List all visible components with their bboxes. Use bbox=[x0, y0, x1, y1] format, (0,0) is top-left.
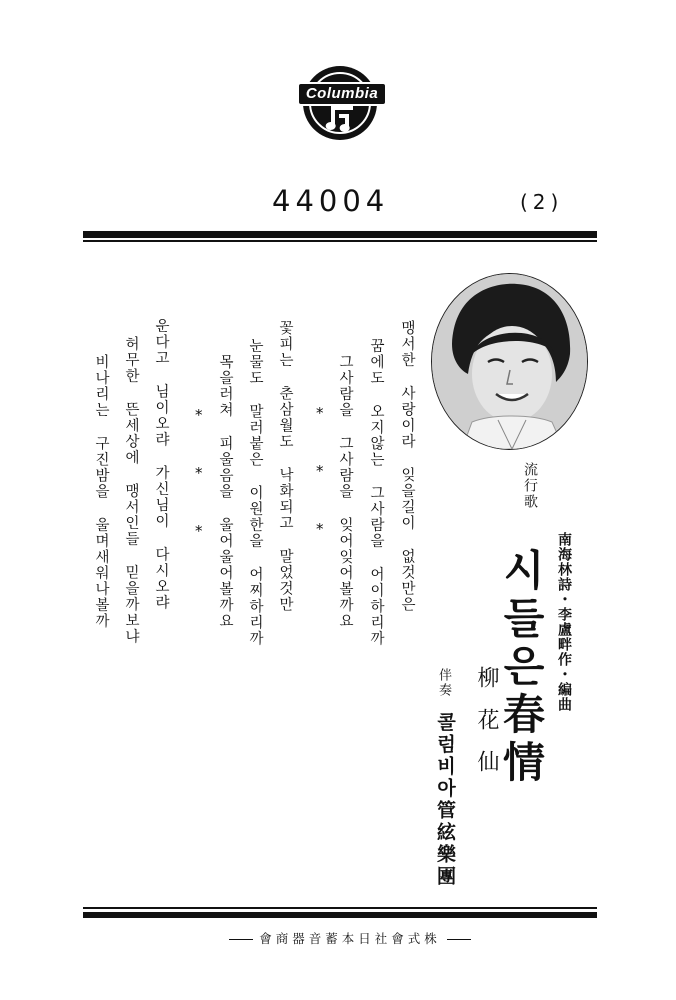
song-genre: 流行歌 bbox=[522, 462, 538, 510]
verse-separator: * bbox=[316, 404, 324, 422]
verse-separator: * bbox=[195, 464, 203, 482]
verse-separator: * bbox=[195, 406, 203, 424]
lyric-line: 운다고 님이오랴 가신님이 다시오랴 bbox=[153, 318, 169, 611]
publisher-footer bbox=[210, 931, 490, 947]
catalog-number: 44004 bbox=[272, 184, 390, 218]
publisher-name: 會商器音蓄本日社會式株 bbox=[259, 931, 441, 946]
music-note-icon bbox=[325, 104, 357, 132]
verse-separator: * bbox=[316, 462, 324, 480]
lyric-line: 비나리는 구진밤을 울며새워나볼까 bbox=[93, 354, 109, 629]
song-title: 시들은春情 bbox=[497, 548, 546, 788]
bottom-rule-thick bbox=[83, 912, 597, 918]
lyric-line: 맹서한 사랑이라 잊을길이 없것만은 bbox=[399, 320, 415, 613]
song-credits: 南海林詩・李盧畔作・編曲 bbox=[556, 532, 572, 712]
accompaniment-label: 伴奏 bbox=[436, 668, 451, 698]
portrait-image bbox=[432, 274, 587, 449]
accompaniment-name: 콜럼비아管絃樂團 bbox=[434, 712, 456, 888]
side-number: (2) bbox=[520, 190, 564, 214]
columbia-logo bbox=[303, 58, 377, 144]
top-rule-thin bbox=[83, 240, 597, 242]
bottom-rule-thin bbox=[83, 907, 597, 909]
verse-separator: * bbox=[316, 520, 324, 538]
lyric-line: 허무한 뜬세상에 맹서인들 믿을까보냐 bbox=[123, 336, 139, 645]
footer-dash-right bbox=[447, 939, 471, 940]
lyric-line: 꽃피는 춘삼월도 낙화되고 말었것만 bbox=[277, 320, 293, 613]
lyric-line: 목을러쳐 피울음을 울어울어볼까요 bbox=[217, 354, 233, 629]
lyric-line: 그사람을 그사람을 잊어잊어볼까요 bbox=[337, 354, 353, 629]
lyric-line: 꿈에도 오지않는 그사람을 어이하리까 bbox=[368, 338, 384, 647]
singer-photo bbox=[431, 273, 588, 450]
verse-separator: * bbox=[195, 522, 203, 540]
top-rule-thick bbox=[83, 231, 597, 238]
lyric-line: 눈물도 말러붙은 이원한을 어찌하리까 bbox=[247, 338, 263, 647]
footer-dash-left bbox=[229, 939, 253, 940]
singer-name: 柳花仙 bbox=[474, 666, 499, 792]
logo-brand-text: Columbia bbox=[297, 82, 387, 106]
